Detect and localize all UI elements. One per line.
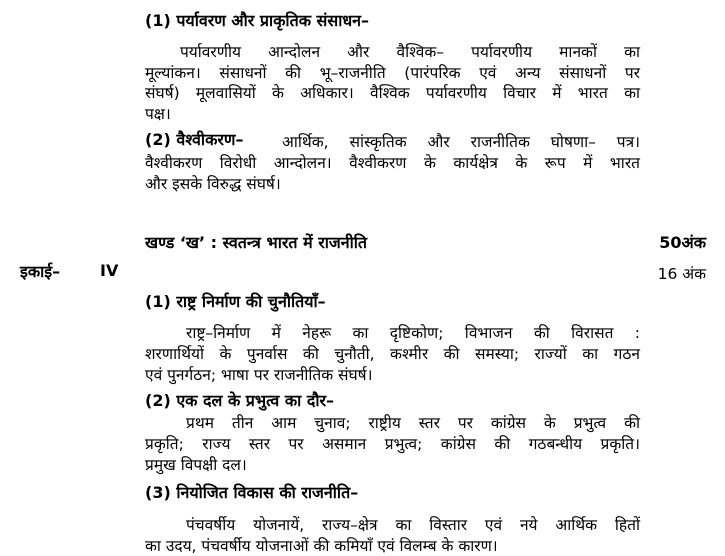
unit-section1-line-1: राष्ट्र–निर्माण में नेहरू का दृष्टिकोण; विभाजन की विरासत : bbox=[186, 324, 640, 342]
unit-number: IV bbox=[100, 261, 119, 280]
unit-section3-heading: (3) नियोजित विकास की राजनीति– bbox=[145, 483, 359, 502]
unit-section3-line-1: पंचवर्षीय योजनायें, राज्य–क्षेत्र का विस्तार एवं नये आर्थिक हितों bbox=[186, 516, 640, 534]
khand-title: खण्ड ‘ख’ : स्वतन्त्र भारत में राजनीति bbox=[145, 233, 368, 252]
unit-section3-line-2: का उदय, पंचवर्षीय योजनाओं की कमियाँ एवं विलम्ब के कारण। bbox=[145, 537, 498, 555]
section1-line-1: पर्यावरणीय आन्दोलन और वैश्विक– पर्यावरणीय मानकों का bbox=[180, 43, 640, 61]
section2-line-1: आर्थिक, सांस्कृतिक और राजनीतिक घोषणा– पत्र। bbox=[282, 133, 640, 151]
unit-section2-line-1: प्रथम तीन आम चुनाव; राष्ट्रीय स्तर पर कांग्रेस के प्रभुत्व की bbox=[186, 414, 640, 432]
unit-section2-line-2: प्रकृति; राज्य स्तर पर असमान प्रभुत्व; कांग्रेस की गठबन्धीय प्रकृति। bbox=[145, 435, 640, 453]
khand-marks: 50अंक bbox=[659, 233, 706, 252]
section1-heading: (1) पर्यावरण और प्राकृतिक संसाधन– bbox=[145, 11, 370, 30]
unit-section2-line-3: प्रमुख विपक्षी दल। bbox=[145, 456, 247, 474]
section2-heading: (2) वैश्वीकरण– bbox=[145, 130, 244, 149]
section1-line-4: पक्ष। bbox=[145, 105, 171, 123]
section2-line-2: वैश्वीकरण विरोधी आन्दोलन। वैश्वीकरण के कार्यक्षेत्र के रूप में भारत bbox=[145, 154, 640, 172]
section2-line-3: और इसके विरुद्ध संघर्ष। bbox=[145, 175, 281, 193]
unit-section1-line-2: शरणार्थियों के पुनर्वास की चुनौती, कश्मीर की समस्या; राज्यों का गठन bbox=[145, 345, 640, 363]
section1-line-2: मूल्यांकन। संसाधनों की भू–राजनीति (पारंपरिक एवं अन्य संसाधनों पर bbox=[145, 64, 640, 82]
section1-line-3: संघर्ष) मूलवासियों के अधिकार। वैश्विक पर्यावरणीय विचार में भारत का bbox=[145, 84, 640, 102]
unit-section2-heading: (2) एक दल के प्रभुत्व का दौर– bbox=[145, 391, 335, 410]
unit-section1-line-3: एवं पुनर्गठन; भाषा पर राजनीतिक संघर्ष। bbox=[145, 366, 373, 384]
unit-marks: 16 अंक bbox=[657, 265, 706, 283]
unit-label: इकाई– bbox=[20, 262, 61, 281]
unit-section1-heading: (1) राष्ट्र निर्माण की चुनौतियाँ– bbox=[145, 292, 326, 311]
